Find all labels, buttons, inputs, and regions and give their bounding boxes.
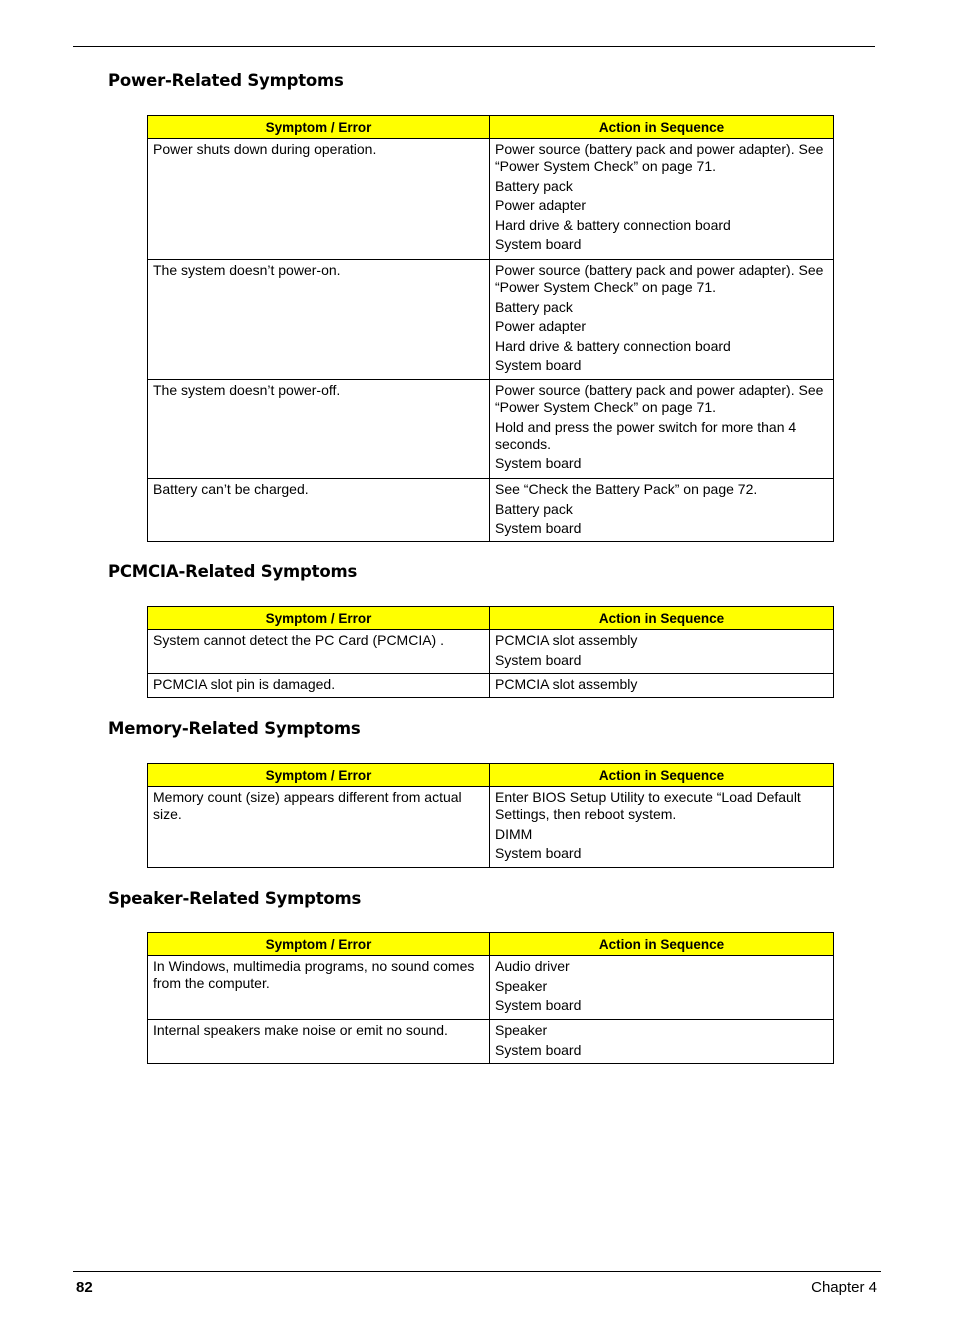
action-cell	[490, 630, 834, 674]
action-step: Hard drive & battery connection board	[495, 216, 731, 233]
header-action: Action in Sequence	[490, 764, 834, 787]
action-step: Battery pack	[495, 298, 573, 315]
table-row	[148, 139, 834, 260]
table-row	[148, 260, 834, 380]
action-step: System board	[495, 520, 582, 536]
header-action: Action in Sequence	[490, 607, 834, 630]
action-step: System board	[495, 1041, 582, 1058]
action-step: System board	[495, 651, 582, 668]
symptom-cell: The system doesn’t power-on.	[148, 260, 490, 380]
header-symptom: Symptom / Error	[148, 764, 490, 787]
action-cell	[490, 956, 834, 1020]
symptom-cell: In Windows, multimedia programs, no sound comes from the computer.	[148, 956, 490, 1020]
section-heading-power: Power-Related Symptoms	[108, 71, 344, 90]
symptom-cell: Power shuts down during operation.	[148, 139, 490, 260]
action-step: Power adapter	[495, 318, 587, 334]
action-step: Power source (battery pack and power adapter). See “Power System Check” on page 71.	[495, 382, 824, 415]
table-row	[148, 479, 834, 542]
symptom-cell: The system doesn’t power-off.	[148, 380, 490, 479]
section-heading-speaker: Speaker-Related Symptoms	[108, 889, 362, 908]
section-heading-pcmcia: PCMCIA-Related Symptoms	[108, 562, 358, 581]
table-row	[148, 380, 834, 479]
table-header-row	[148, 764, 834, 787]
action-cell	[490, 380, 834, 479]
action-cell	[490, 674, 834, 698]
header-action: Action in Sequence	[490, 116, 834, 139]
action-step: Speaker	[495, 1022, 548, 1038]
action-step: System board	[495, 357, 582, 373]
action-cell	[490, 479, 834, 542]
header-symptom: Symptom / Error	[148, 607, 490, 630]
action-step: System board	[495, 455, 582, 471]
action-step: Audio driver	[495, 958, 570, 974]
bottom-rule	[73, 1271, 881, 1272]
table-row	[148, 630, 834, 674]
section-heading-memory: Memory-Related Symptoms	[108, 719, 361, 738]
symptom-cell: Internal speakers make noise or emit no sound.	[148, 1020, 490, 1064]
action-step: Power source (battery pack and power adapter). See “Power System Check” on page 71.	[495, 262, 824, 295]
table-header-row	[148, 933, 834, 956]
action-step: Enter BIOS Setup Utility to execute “Load Default Settings, then reboot system.	[495, 789, 801, 822]
action-step: Battery pack	[495, 177, 573, 194]
action-step: DIMM	[495, 825, 533, 842]
chapter-label: Chapter 4	[811, 1279, 877, 1296]
action-step: See “Check the Battery Pack” on page 72.	[495, 481, 758, 497]
table-header-row	[148, 607, 834, 630]
power-symptoms-table	[147, 115, 834, 542]
action-step: Hold and press the power switch for more than 4 seconds.	[495, 418, 797, 452]
header-symptom: Symptom / Error	[148, 933, 490, 956]
symptom-cell: PCMCIA slot pin is damaged.	[148, 674, 490, 698]
action-step: System board	[495, 997, 582, 1013]
symptom-cell: Memory count (size) appears different from actual size.	[148, 787, 490, 868]
action-step: Power source (battery pack and power adapter). See “Power System Check” on page 71.	[495, 141, 824, 174]
header-symptom: Symptom / Error	[148, 116, 490, 139]
page-number: 82	[76, 1279, 93, 1296]
top-rule	[73, 46, 875, 47]
action-cell	[490, 139, 834, 260]
memory-symptoms-table	[147, 763, 834, 868]
action-step: Power adapter	[495, 197, 587, 213]
action-step: Hard drive & battery connection board	[495, 337, 731, 354]
table-row	[148, 674, 834, 698]
action-cell	[490, 1020, 834, 1064]
table-row	[148, 956, 834, 1020]
action-step: Speaker	[495, 977, 548, 994]
header-action: Action in Sequence	[490, 933, 834, 956]
action-step: System board	[495, 845, 582, 861]
pcmcia-symptoms-table	[147, 606, 834, 698]
action-cell	[490, 260, 834, 380]
action-cell	[490, 787, 834, 868]
action-step: Battery pack	[495, 500, 573, 517]
symptom-cell: Battery can’t be charged.	[148, 479, 490, 542]
action-step: PCMCIA slot assembly	[495, 676, 638, 692]
action-step: PCMCIA slot assembly	[495, 632, 638, 648]
table-row	[148, 1020, 834, 1064]
table-header-row	[148, 116, 834, 139]
table-row	[148, 787, 834, 868]
speaker-symptoms-table	[147, 932, 834, 1064]
symptom-cell: System cannot detect the PC Card (PCMCIA) .	[148, 630, 490, 674]
action-step: System board	[495, 236, 582, 252]
